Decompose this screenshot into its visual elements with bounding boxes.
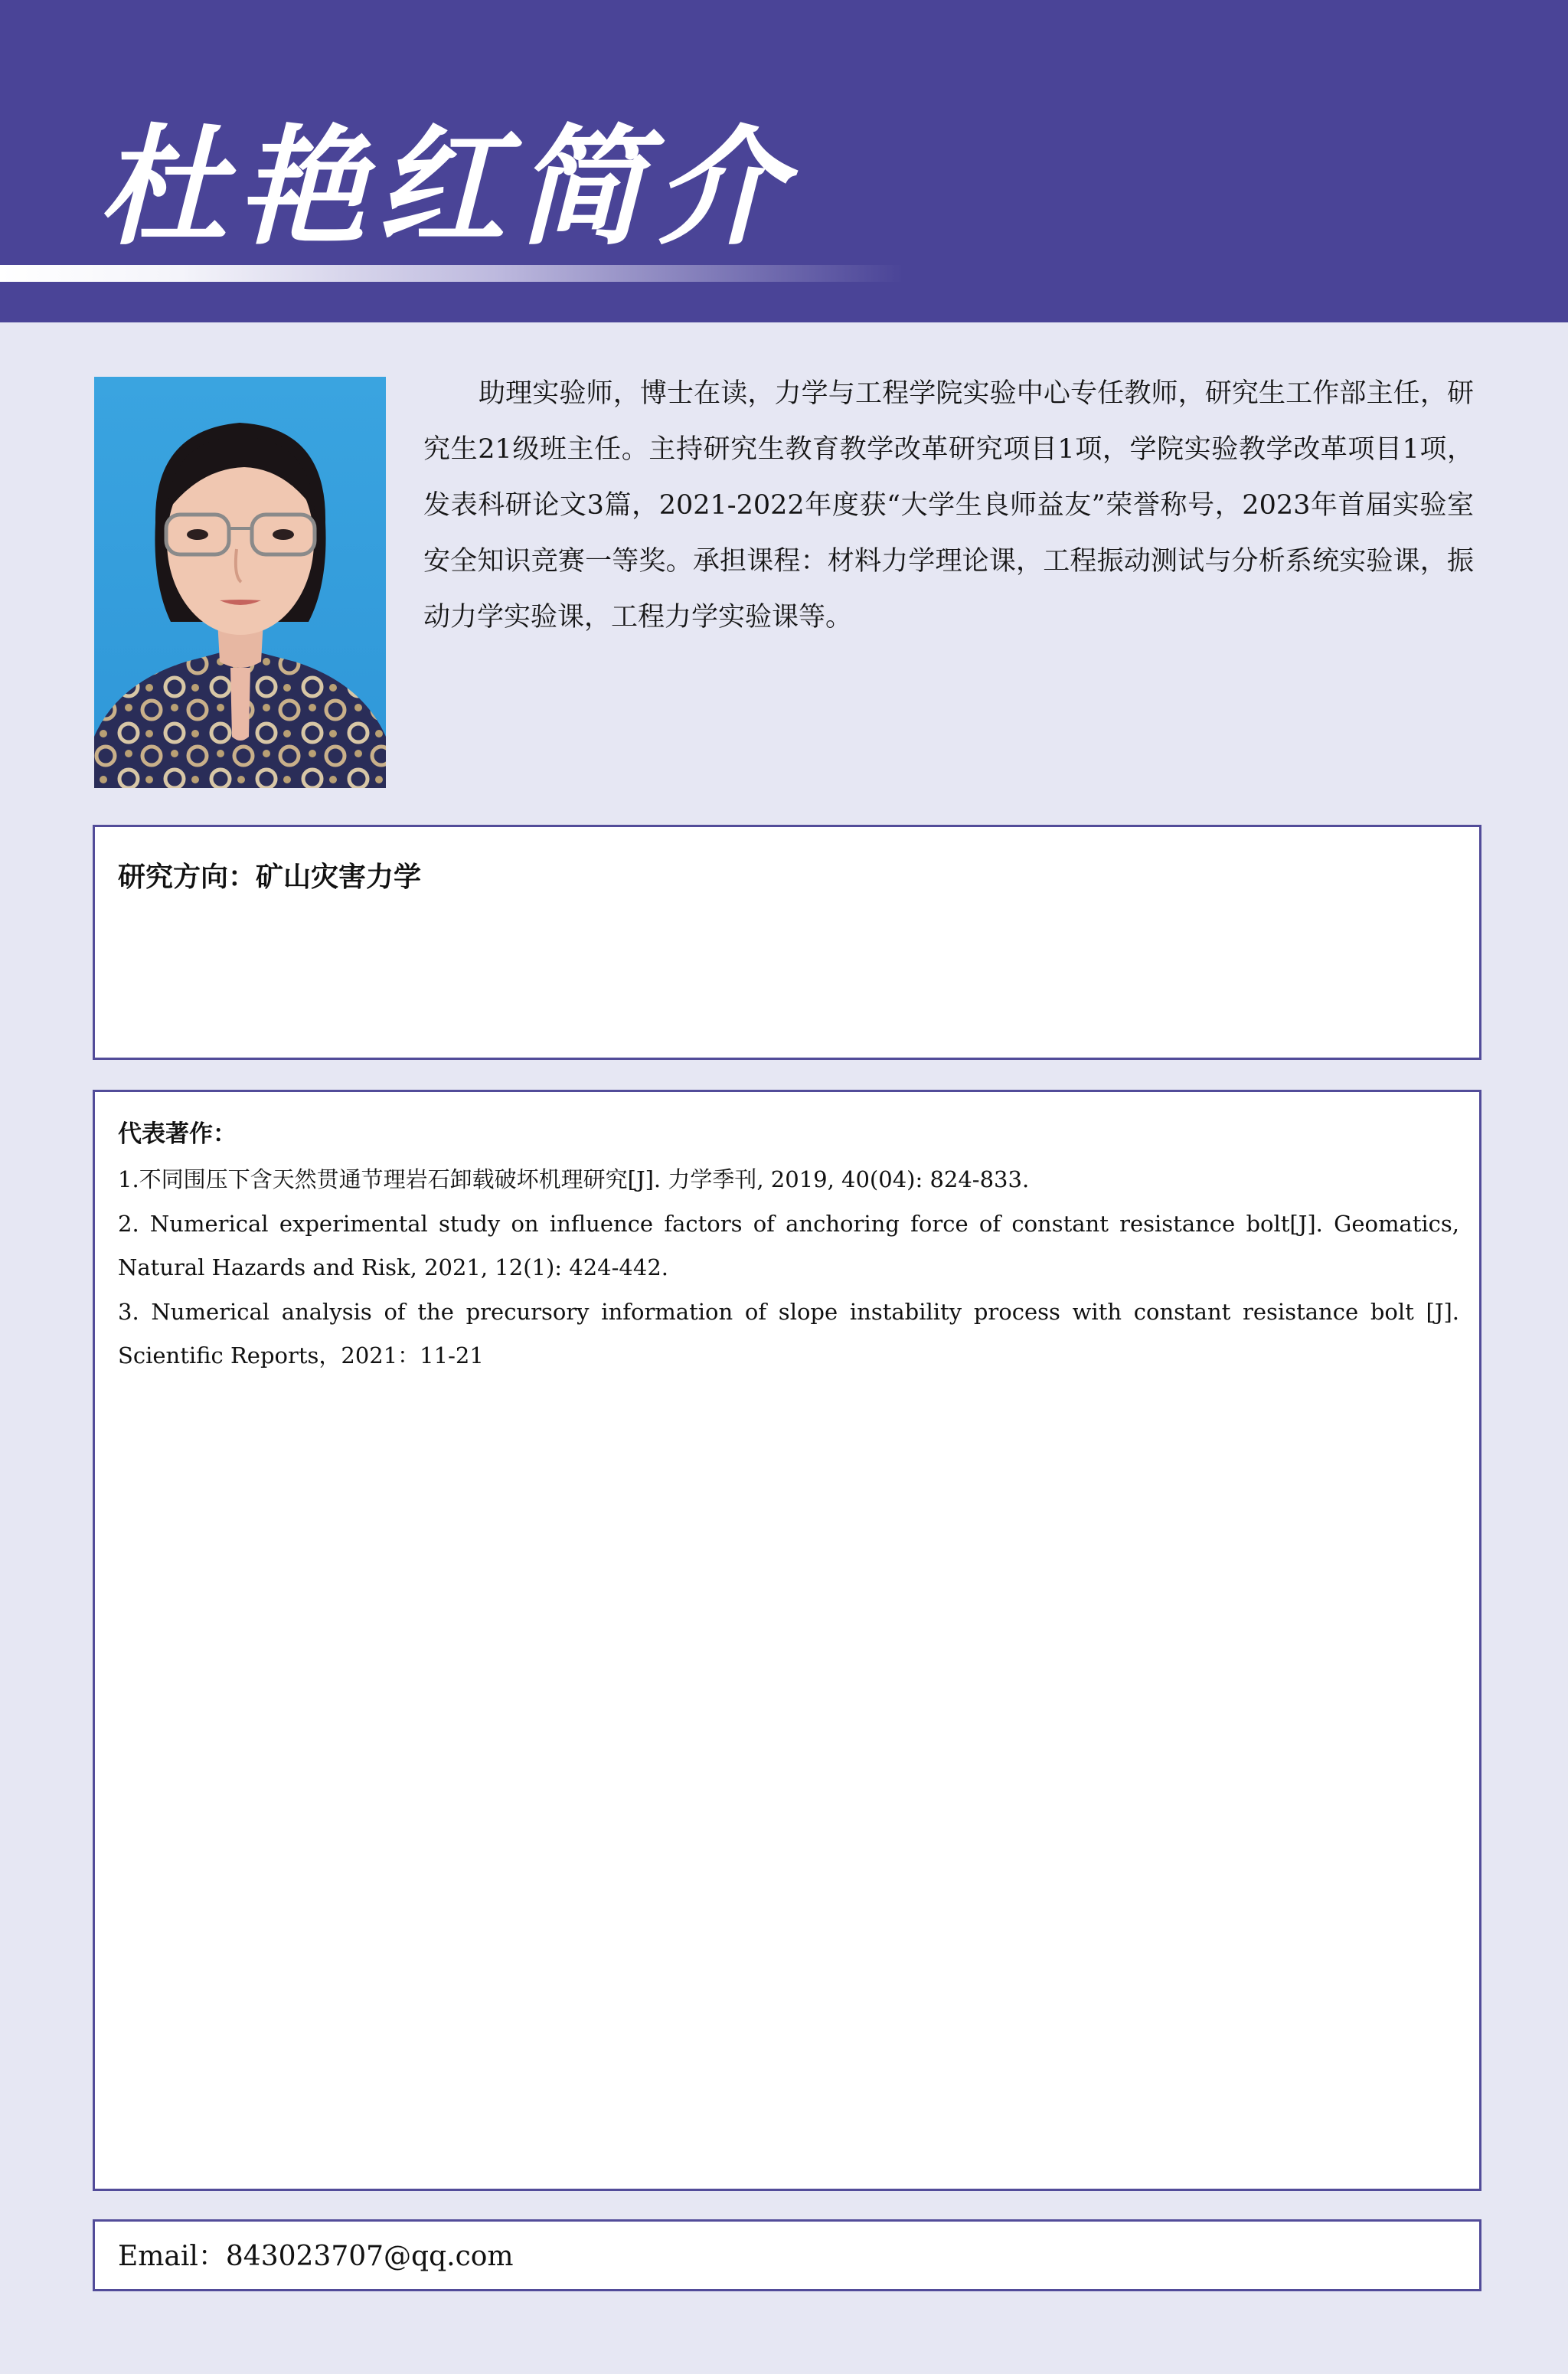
page-title: 杜艳红简介 <box>98 113 795 263</box>
contact-box <box>93 2219 1481 2291</box>
portrait-illustration <box>94 377 386 788</box>
header-banner <box>0 0 1568 322</box>
intro-paragraph: 助理实验师，博士在读，力学与工程学院实验中心专任教师，研究生工作部主任，研究生21级班主任。主持研究生教育教学改革研究项目1项，学院实验教学改革项目1项，发表科研论文3篇，2021-2022年度获“大学生良师益友”荣誉称号，2023年首届实验室安全知识竞赛一等奖。承担课程：材料力学理论课，工程振动测试与分析系统实验课，振动力学实验课，工程力学实验课等。 <box>423 378 1474 633</box>
work-item-2: 2. Numerical experimental study on influence factors of anchoring force of constant resistance bolt[J]. Geomatics, Natural Hazards and Risk, 2021, 12(1): 424-442. <box>118 1210 1459 1280</box>
email-text: Email：843023707@qq.com <box>118 2241 514 2272</box>
representative-works-box <box>93 1090 1481 2191</box>
works-heading: 代表著作： <box>118 1120 237 1148</box>
portrait-photo <box>94 377 386 788</box>
research-direction-box <box>93 825 1481 1060</box>
work-item-1: 1.不同围压下含天然贯通节理岩石卸载破坏机理研究[J]. 力学季刊, 2019, 40(04): 824-833. <box>118 1166 1030 1192</box>
work-item-3: 3. Numerical analysis of the precursory information of slope instability process with constant resistance bolt [J]. Scientific Reports，2021：11-21 <box>118 1298 1459 1368</box>
header-stripe <box>0 265 903 282</box>
works-list <box>118 1158 1459 1378</box>
research-direction: 研究方向：矿山灾害力学 <box>118 861 422 893</box>
